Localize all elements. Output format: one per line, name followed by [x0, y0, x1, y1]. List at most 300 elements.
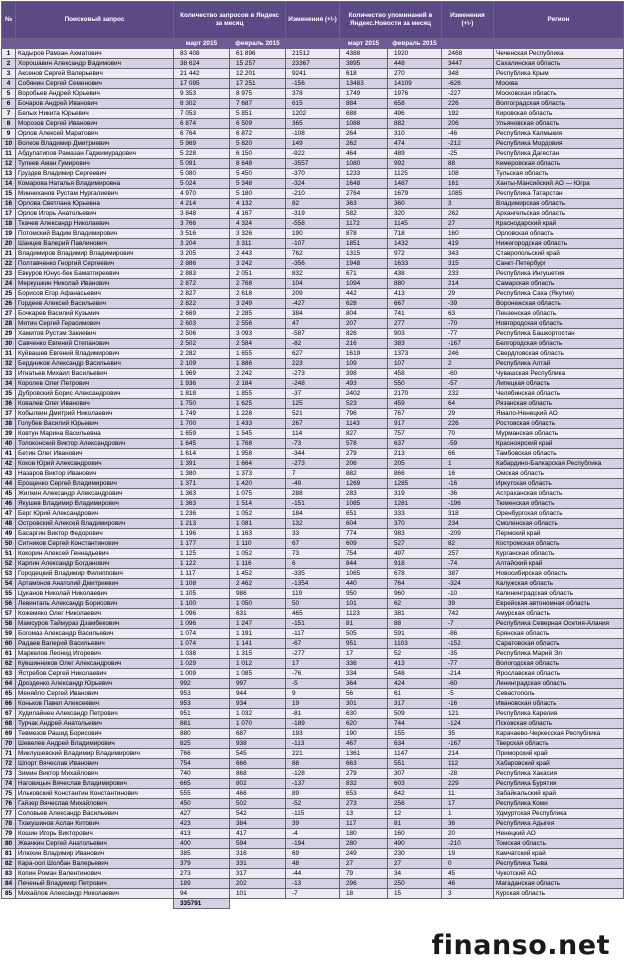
- cell-news-feb: 88: [388, 619, 442, 629]
- cell-num: 64: [2, 679, 16, 689]
- cell-region: Новгородская область: [494, 319, 624, 329]
- table-row: [2, 139, 624, 149]
- cell-query: Турчак Андрей Анатольевич: [16, 719, 174, 729]
- cell-requests-feb: 1 768: [230, 439, 286, 449]
- cell-requests-change: -117: [286, 629, 340, 639]
- cell-requests-march: 665: [174, 779, 230, 789]
- cell-news-feb: 424: [388, 679, 442, 689]
- table-row: [2, 69, 624, 79]
- cell-news-feb: 992: [388, 159, 442, 169]
- cell-news-change: 46: [442, 879, 494, 889]
- cell-news-change: -324: [442, 579, 494, 589]
- cell-num: 54: [2, 579, 16, 589]
- cell-news-feb: 320: [388, 209, 442, 219]
- cell-news-change: 3: [442, 889, 494, 899]
- cell-query: Ткачев Александр Николаевич: [16, 219, 174, 229]
- governors-ranking-table: [1, 1, 624, 909]
- cell-news-change: 16: [442, 469, 494, 479]
- cell-news-march: 101: [340, 599, 388, 609]
- table-row: [2, 189, 624, 199]
- cell-requests-change: 19: [286, 699, 340, 709]
- cell-news-feb: 370: [388, 519, 442, 529]
- cell-num: 36: [2, 399, 16, 409]
- cell-region: Республика Алтай: [494, 359, 624, 369]
- cell-region: Владимирская область: [494, 199, 624, 209]
- cell-news-change: 206: [442, 119, 494, 129]
- cell-num: 73: [2, 769, 16, 779]
- cell-requests-march: 1 117: [174, 569, 230, 579]
- cell-requests-march: 400: [174, 839, 230, 849]
- cell-num: 50: [2, 539, 16, 549]
- cell-news-feb: 1145: [388, 219, 442, 229]
- cell-num: 59: [2, 629, 16, 639]
- cell-news-feb: 741: [388, 309, 442, 319]
- cell-news-march: 273: [340, 799, 388, 809]
- cell-region: Ненецкий АО: [494, 829, 624, 839]
- cell-query: Островский Алексей Владимирович: [16, 519, 174, 529]
- table-row: [2, 689, 624, 699]
- cell-news-march: 1143: [340, 419, 388, 429]
- cell-region: Псковская область: [494, 719, 624, 729]
- cell-news-march: 950: [340, 589, 388, 599]
- cell-requests-feb: 1 075: [230, 489, 286, 499]
- cell-requests-change: 6: [286, 559, 340, 569]
- cell-query: Меняйло Сергей Иванович: [16, 689, 174, 699]
- cell-requests-feb: 1 228: [230, 409, 286, 419]
- cell-region: Ханты-Мансийский АО — Югра: [494, 179, 624, 189]
- cell-num: 82: [2, 859, 16, 869]
- cell-requests-change: 365: [286, 119, 340, 129]
- cell-num: 47: [2, 509, 16, 519]
- cell-query: Борисов Егор Афанасьевич: [16, 289, 174, 299]
- cell-query: Кувшинников Олег Александрович: [16, 659, 174, 669]
- cell-requests-march: 1 645: [174, 439, 230, 449]
- cell-requests-march: 423: [174, 819, 230, 829]
- cell-news-feb: 413: [388, 289, 442, 299]
- cell-requests-feb: 17 251: [230, 79, 286, 89]
- cell-num: 11: [2, 149, 16, 159]
- cell-news-feb: 667: [388, 299, 442, 309]
- table-row: [2, 249, 624, 259]
- cell-requests-march: 2 886: [174, 259, 230, 269]
- cell-requests-change: 33: [286, 529, 340, 539]
- cell-news-change: 29: [442, 409, 494, 419]
- cell-news-march: 440: [340, 579, 388, 589]
- cell-region: Севастополь: [494, 689, 624, 699]
- cell-requests-feb: 802: [230, 779, 286, 789]
- cell-region: Новосибирская область: [494, 569, 624, 579]
- cell-num: 14: [2, 179, 16, 189]
- cell-news-feb: 61: [388, 689, 442, 699]
- table-row: [2, 579, 624, 589]
- cell-region: Тюменская область: [494, 499, 624, 509]
- cell-news-change: 36: [442, 819, 494, 829]
- cell-news-feb: 1125: [388, 169, 442, 179]
- cell-news-feb: 448: [388, 59, 442, 69]
- cell-num: 39: [2, 429, 16, 439]
- cell-news-feb: 317: [388, 699, 442, 709]
- table-row: [2, 239, 624, 249]
- cell-requests-march: 1 038: [174, 649, 230, 659]
- cell-query: Михайлов Александр Николаевич: [16, 889, 174, 899]
- cell-news-march: 216: [340, 339, 388, 349]
- table-row: [2, 599, 624, 609]
- cell-requests-feb: 2 285: [230, 309, 286, 319]
- table-row: [2, 269, 624, 279]
- cell-news-change: -209: [442, 529, 494, 539]
- cell-news-feb: 917: [388, 419, 442, 429]
- table-row: [2, 49, 624, 59]
- cell-query: Кошин Игорь Викторович: [16, 829, 174, 839]
- cell-query: Потомский Вадим Владимирович: [16, 229, 174, 239]
- cell-news-change: 226: [442, 419, 494, 429]
- cell-news-feb: 27: [388, 859, 442, 869]
- cell-news-feb: 270: [388, 69, 442, 79]
- cell-query: Ястребов Сергей Николаевич: [16, 669, 174, 679]
- cell-requests-march: 83 408: [174, 49, 230, 59]
- cell-requests-change: 762: [286, 249, 340, 259]
- cell-news-change: 214: [442, 279, 494, 289]
- cell-news-feb: 458: [388, 369, 442, 379]
- cell-requests-feb: 868: [230, 769, 286, 779]
- cell-num: 35: [2, 389, 16, 399]
- cell-query: Шевелев Андрей Владимирович: [16, 739, 174, 749]
- cell-num: 10: [2, 139, 16, 149]
- cell-requests-march: 94: [174, 889, 230, 899]
- cell-requests-march: 1 614: [174, 449, 230, 459]
- cell-requests-march: 1 236: [174, 509, 230, 519]
- cell-news-feb: 489: [388, 149, 442, 159]
- cell-requests-change: 184: [286, 509, 340, 519]
- cell-news-march: 2764: [340, 189, 388, 199]
- cell-news-change: -16: [442, 479, 494, 489]
- cell-region: Ставропольский край: [494, 249, 624, 259]
- cell-num: 1: [2, 49, 16, 59]
- table-row: [2, 319, 624, 329]
- cell-requests-change: -73: [286, 439, 340, 449]
- table-row: [2, 679, 624, 689]
- cell-num: 31: [2, 349, 16, 359]
- cell-news-change: -196: [442, 499, 494, 509]
- cell-num: 3: [2, 69, 16, 79]
- cell-requests-march: 3 204: [174, 239, 230, 249]
- cell-num: 71: [2, 749, 16, 759]
- cell-news-change: -25: [442, 149, 494, 159]
- cell-requests-change: -587: [286, 329, 340, 339]
- cell-query: Копин Роман Валентинович: [16, 869, 174, 879]
- cell-region: Москва: [494, 79, 624, 89]
- cell-news-march: 630: [340, 709, 388, 719]
- cell-news-change: -152: [442, 639, 494, 649]
- cell-requests-feb: 2 768: [230, 279, 286, 289]
- cell-news-change: 214: [442, 749, 494, 759]
- cell-requests-feb: 1 141: [230, 639, 286, 649]
- table-row: [2, 219, 624, 229]
- cell-news-march: 283: [340, 489, 388, 499]
- cell-query: Хорошавин Александр Вадимович: [16, 59, 174, 69]
- cell-query: Ковтун Марина Васильевна: [16, 429, 174, 439]
- cell-requests-feb: 986: [230, 589, 286, 599]
- cell-requests-march: 273: [174, 869, 230, 879]
- cell-num: 62: [2, 659, 16, 669]
- table-row: [2, 769, 624, 779]
- cell-requests-feb: 1 514: [230, 499, 286, 509]
- cell-requests-change: 832: [286, 269, 340, 279]
- cell-news-change: -60: [442, 679, 494, 689]
- cell-requests-march: 2 502: [174, 339, 230, 349]
- cell-query: Кадыров Рамзан Ахматович: [16, 49, 174, 59]
- cell-region: Республика Саха (Якутия): [494, 289, 624, 299]
- cell-requests-march: 1 100: [174, 599, 230, 609]
- table-row: [2, 329, 624, 339]
- cell-news-change: -167: [442, 739, 494, 749]
- cell-num: 83: [2, 869, 16, 879]
- cell-news-feb: 496: [388, 109, 442, 119]
- cell-requests-march: 2 669: [174, 309, 230, 319]
- cell-news-feb: 767: [388, 409, 442, 419]
- table-row: [2, 559, 624, 569]
- cell-news-feb: 642: [388, 789, 442, 799]
- subheader-empty: [16, 39, 174, 49]
- cell-num: 74: [2, 779, 16, 789]
- cell-news-feb: 1920: [388, 49, 442, 59]
- cell-num: 61: [2, 649, 16, 659]
- cell-news-change: 88: [442, 159, 494, 169]
- table-row: [2, 179, 624, 189]
- cell-num: 72: [2, 759, 16, 769]
- cell-region: Костромская область: [494, 539, 624, 549]
- cell-news-change: 192: [442, 109, 494, 119]
- cell-requests-feb: 1 116: [230, 559, 286, 569]
- cell-num: 65: [2, 689, 16, 699]
- cell-requests-change: 267: [286, 419, 340, 429]
- cell-requests-change: -370: [286, 169, 340, 179]
- subheader-empty: [442, 39, 494, 49]
- cell-query: Наговицын Вячеслав Владимирович: [16, 779, 174, 789]
- cell-news-change: 35: [442, 729, 494, 739]
- cell-requests-feb: 15 257: [230, 59, 286, 69]
- cell-query: Дубровский Борис Александрович: [16, 389, 174, 399]
- cell-requests-feb: 1 052: [230, 549, 286, 559]
- cell-query: Кокорин Алексей Геннадьевич: [16, 549, 174, 559]
- cell-num: 79: [2, 829, 16, 839]
- cell-query: Илюхин Владимир Иванович: [16, 849, 174, 859]
- cell-requests-march: 1 125: [174, 549, 230, 559]
- cell-news-feb: 1103: [388, 639, 442, 649]
- cell-news-feb: 918: [388, 559, 442, 569]
- cell-news-march: 336: [340, 659, 388, 669]
- cell-news-march: 262: [340, 139, 388, 149]
- table-row: [2, 309, 624, 319]
- cell-news-march: 882: [340, 469, 388, 479]
- cell-num: 44: [2, 479, 16, 489]
- table-row: [2, 609, 624, 619]
- cell-num: 68: [2, 719, 16, 729]
- cell-news-feb: 603: [388, 779, 442, 789]
- cell-news-change: -626: [442, 79, 494, 89]
- table-row: [2, 109, 624, 119]
- cell-news-feb: 310: [388, 129, 442, 139]
- cell-requests-feb: 938: [230, 739, 286, 749]
- cell-requests-feb: 7 687: [230, 99, 286, 109]
- cell-news-change: -36: [442, 489, 494, 499]
- table-row: [2, 399, 624, 409]
- cell-num: 57: [2, 609, 16, 619]
- cell-news-change: 66: [442, 449, 494, 459]
- cell-requests-march: 1 700: [174, 419, 230, 429]
- cell-news-change: 27: [442, 219, 494, 229]
- subheader-march-news: март 2015: [340, 39, 388, 49]
- cell-news-march: 651: [340, 509, 388, 519]
- cell-requests-change: 378: [286, 89, 340, 99]
- header-region: Регион: [494, 2, 624, 39]
- cell-num: 33: [2, 369, 16, 379]
- cell-news-change: 19: [442, 849, 494, 859]
- cell-requests-feb: 2 443: [230, 249, 286, 259]
- table-row: [2, 409, 624, 419]
- cell-requests-change: 465: [286, 609, 340, 619]
- header-query: Поисковый запрос: [16, 2, 174, 39]
- cell-requests-march: 2 883: [174, 269, 230, 279]
- cell-news-feb: 880: [388, 279, 442, 289]
- cell-requests-march: 1 096: [174, 619, 230, 629]
- cell-num: 37: [2, 409, 16, 419]
- cell-num: 84: [2, 879, 16, 889]
- cell-requests-march: 1 363: [174, 499, 230, 509]
- cell-requests-change: -248: [286, 379, 340, 389]
- cell-query: Кара-оол Шолбан Валерьевич: [16, 859, 174, 869]
- cell-num: 43: [2, 469, 16, 479]
- cell-requests-march: 2 827: [174, 289, 230, 299]
- cell-news-change: 233: [442, 269, 494, 279]
- cell-news-change: 343: [442, 249, 494, 259]
- cell-news-change: 246: [442, 349, 494, 359]
- cell-requests-feb: 61 896: [230, 49, 286, 59]
- table-row: [2, 289, 624, 299]
- cell-news-change: -5: [442, 689, 494, 699]
- total-requests-march: 335791: [174, 899, 230, 909]
- cell-news-march: 81: [340, 619, 388, 629]
- total-empty-cell: [442, 899, 494, 909]
- cell-news-march: 582: [340, 209, 388, 219]
- cell-news-change: -124: [442, 719, 494, 729]
- cell-requests-change: -3557: [286, 159, 340, 169]
- watermark-logo: finanso.net: [431, 930, 610, 961]
- cell-region: Республика Бурятия: [494, 779, 624, 789]
- cell-num: 4: [2, 79, 16, 89]
- cell-region: Калининградская область: [494, 589, 624, 599]
- cell-requests-march: 2 872: [174, 279, 230, 289]
- cell-requests-march: 5 080: [174, 169, 230, 179]
- cell-news-change: 82: [442, 539, 494, 549]
- cell-requests-march: 2 506: [174, 329, 230, 339]
- table-row: [2, 209, 624, 219]
- table-row: [2, 719, 624, 729]
- cell-news-feb: 637: [388, 439, 442, 449]
- cell-requests-change: -356: [286, 259, 340, 269]
- cell-news-march: 3895: [340, 59, 388, 69]
- table-row: [2, 859, 624, 869]
- cell-requests-feb: 12 201: [230, 69, 286, 79]
- cell-region: Республика Мордовия: [494, 139, 624, 149]
- cell-news-change: -39: [442, 299, 494, 309]
- cell-requests-march: 1 196: [174, 529, 230, 539]
- cell-region: Республика Карелия: [494, 709, 624, 719]
- cell-requests-march: 2 603: [174, 319, 230, 329]
- cell-news-change: 39: [442, 599, 494, 609]
- cell-requests-march: 953: [174, 689, 230, 699]
- cell-requests-feb: 594: [230, 839, 286, 849]
- cell-query: Соловьев Александр Васильевич: [16, 809, 174, 819]
- cell-news-march: 296: [340, 879, 388, 889]
- cell-region: Ярославская область: [494, 669, 624, 679]
- cell-requests-change: 67: [286, 539, 340, 549]
- cell-query: Савченко Евгений Степанович: [16, 339, 174, 349]
- table-row: [2, 729, 624, 739]
- cell-news-feb: 256: [388, 799, 442, 809]
- cell-region: Тверская область: [494, 739, 624, 749]
- table-row: [2, 149, 624, 159]
- cell-region: Камчатский край: [494, 849, 624, 859]
- cell-region: Кировская область: [494, 109, 624, 119]
- cell-region: Самарская область: [494, 279, 624, 289]
- cell-news-feb: 250: [388, 879, 442, 889]
- cell-news-change: -167: [442, 339, 494, 349]
- cell-query: Абдулатипов Рамазан Гаджимурадович: [16, 149, 174, 159]
- cell-news-march: 1094: [340, 279, 388, 289]
- cell-requests-change: -156: [286, 79, 340, 89]
- cell-requests-change: -1354: [286, 579, 340, 589]
- table-row: [2, 879, 624, 889]
- cell-num: 69: [2, 729, 16, 739]
- cell-requests-change: 125: [286, 399, 340, 409]
- cell-requests-change: -273: [286, 459, 340, 469]
- cell-news-change: -7: [442, 619, 494, 629]
- cell-news-feb: 52: [388, 649, 442, 659]
- total-empty-cell: [286, 899, 340, 909]
- cell-query: Голубев Василий Юрьевич: [16, 419, 174, 429]
- cell-query: Городецкий Владимир Филиппович: [16, 569, 174, 579]
- cell-news-march: 13: [340, 809, 388, 819]
- cell-requests-march: 953: [174, 699, 230, 709]
- cell-num: 20: [2, 239, 16, 249]
- cell-num: 60: [2, 639, 16, 649]
- cell-query: Худилайнен Александр Петрович: [16, 709, 174, 719]
- cell-news-march: 754: [340, 549, 388, 559]
- cell-requests-change: 69: [286, 849, 340, 859]
- cell-news-march: 1080: [340, 159, 388, 169]
- cell-query: Меркушкин Николай Иванович: [16, 279, 174, 289]
- cell-requests-change: -113: [286, 739, 340, 749]
- table-row: [2, 629, 624, 639]
- cell-region: Магаданская область: [494, 879, 624, 889]
- cell-news-march: 827: [340, 429, 388, 439]
- cell-news-march: 56: [340, 689, 388, 699]
- cell-requests-change: -108: [286, 129, 340, 139]
- cell-num: 41: [2, 449, 16, 459]
- cell-requests-feb: 2 556: [230, 319, 286, 329]
- table-row: [2, 509, 624, 519]
- cell-news-change: 318: [442, 509, 494, 519]
- cell-news-feb: 1679: [388, 189, 442, 199]
- cell-requests-change: -558: [286, 219, 340, 229]
- cell-num: 5: [2, 89, 16, 99]
- cell-region: Алтайский край: [494, 559, 624, 569]
- cell-num: 42: [2, 459, 16, 469]
- cell-region: Пермский край: [494, 529, 624, 539]
- cell-news-change: 229: [442, 779, 494, 789]
- cell-news-change: -86: [442, 629, 494, 639]
